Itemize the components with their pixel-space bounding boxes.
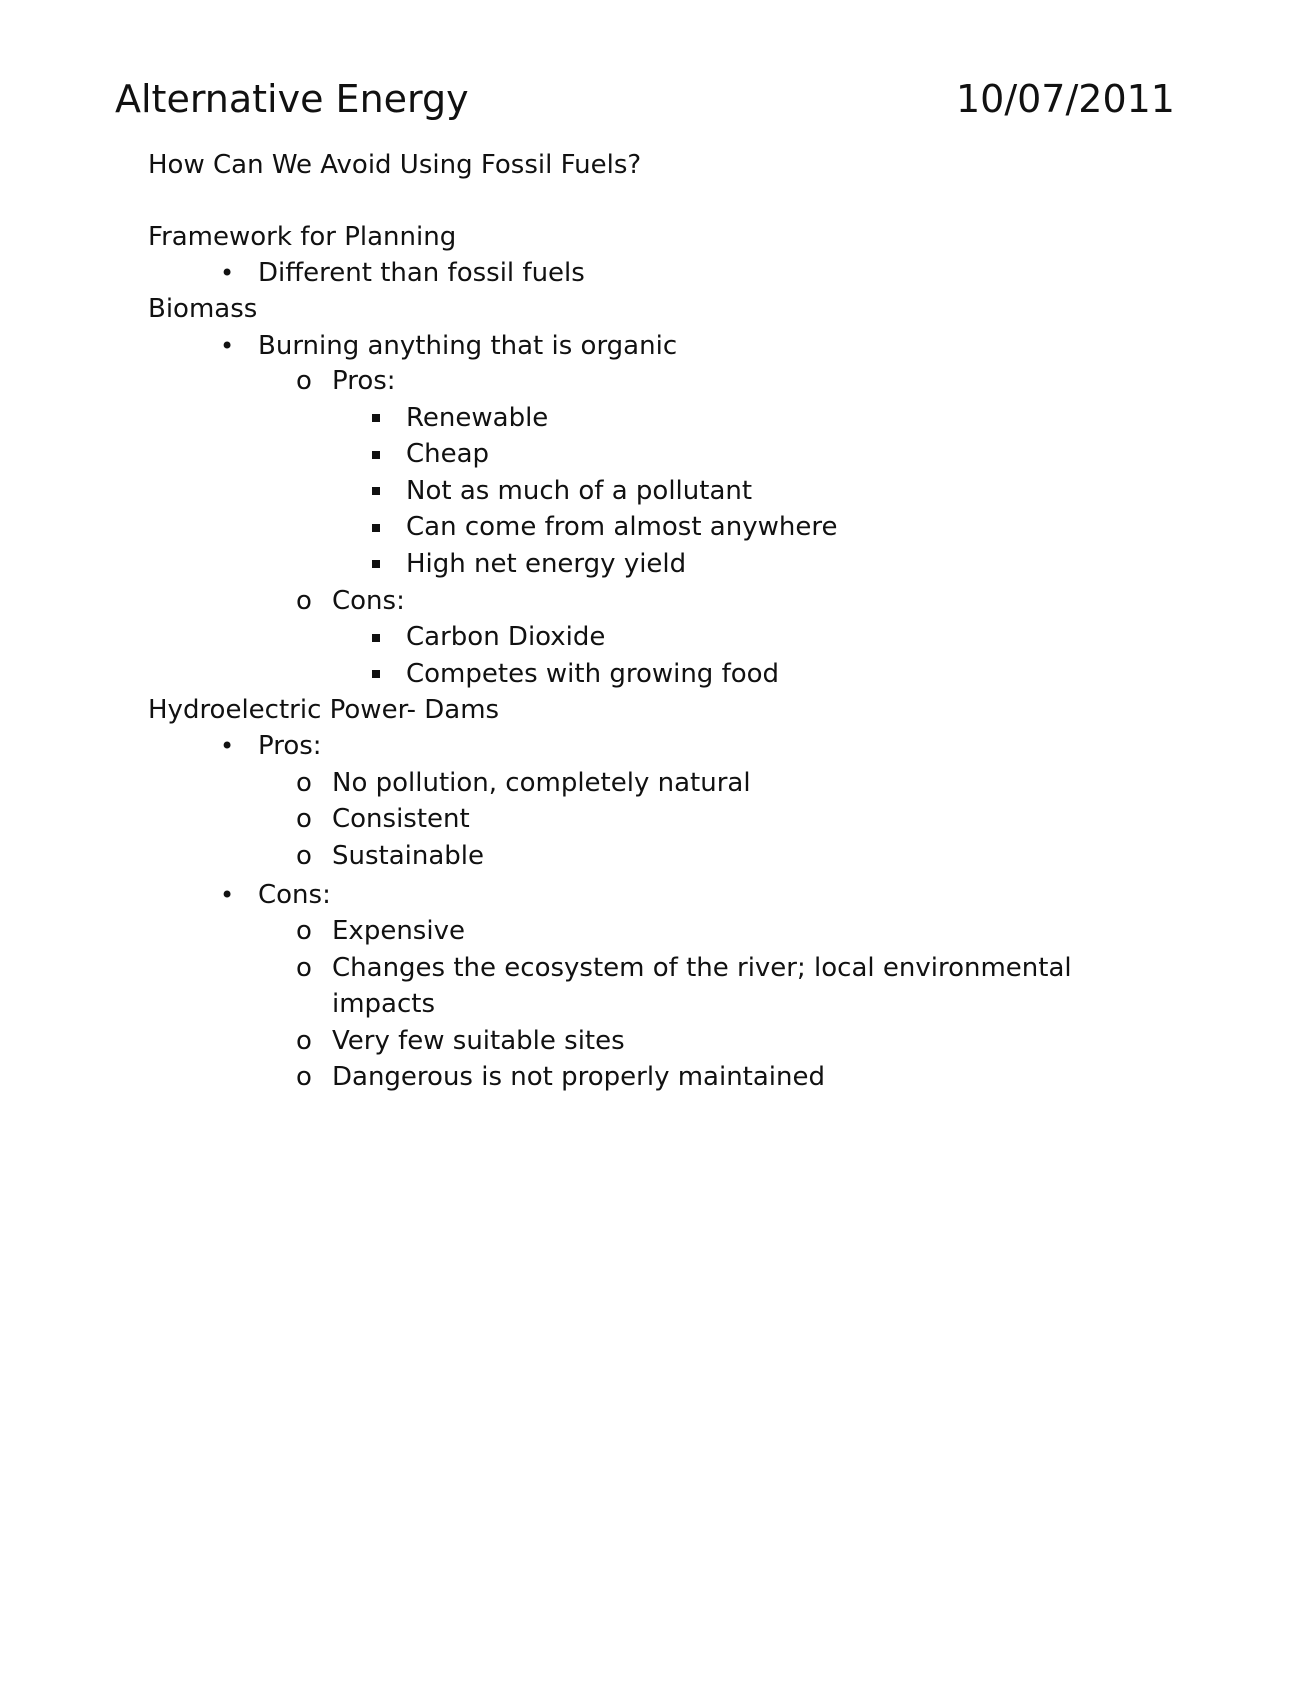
circle-marker: o <box>296 804 312 834</box>
hydro-con-item: Changes the ecosystem of the river; local environmental <box>332 953 1072 983</box>
bullet-marker: • <box>220 732 235 760</box>
page-date: 10/07/2011 <box>955 77 1175 121</box>
square-marker <box>372 670 380 678</box>
hydro-con-item: Expensive <box>332 916 465 946</box>
circle-marker: o <box>296 366 312 396</box>
square-marker <box>372 414 380 422</box>
framework-item: Different than fossil fuels <box>258 258 585 288</box>
biomass-cons-label: Cons: <box>332 586 405 616</box>
framework-heading: Framework for Planning <box>148 222 457 252</box>
hydro-pro-item: Sustainable <box>332 841 485 871</box>
square-marker <box>372 487 380 495</box>
bullet-marker: • <box>220 881 235 909</box>
hydro-con-item: Very few suitable sites <box>332 1026 625 1056</box>
biomass-pro-item: Can come from almost anywhere <box>406 512 838 542</box>
biomass-pro-item: Not as much of a pollutant <box>406 476 753 506</box>
bullet-marker: • <box>220 332 235 360</box>
hydro-pro-item: No pollution, completely natural <box>332 768 751 798</box>
biomass-con-item: Competes with growing food <box>406 659 780 689</box>
biomass-pro-item: Renewable <box>406 403 549 433</box>
square-marker <box>372 524 380 532</box>
square-marker <box>372 560 380 568</box>
square-marker <box>372 451 380 459</box>
circle-marker: o <box>296 1062 312 1092</box>
biomass-pro-item: High net energy yield <box>406 549 687 579</box>
biomass-heading: Biomass <box>148 294 258 324</box>
circle-marker: o <box>296 841 312 871</box>
hydro-pro-item: Consistent <box>332 804 470 834</box>
circle-marker: o <box>296 953 312 983</box>
circle-marker: o <box>296 1026 312 1056</box>
biomass-item: Burning anything that is organic <box>258 331 678 361</box>
hydro-cons-label: Cons: <box>258 880 331 910</box>
question-heading: How Can We Avoid Using Fossil Fuels? <box>148 150 642 180</box>
biomass-pros-label: Pros: <box>332 366 396 396</box>
circle-marker: o <box>296 768 312 798</box>
circle-marker: o <box>296 916 312 946</box>
circle-marker: o <box>296 586 312 616</box>
page-title: Alternative Energy <box>115 77 469 121</box>
bullet-marker: • <box>220 259 235 287</box>
biomass-con-item: Carbon Dioxide <box>406 622 606 652</box>
hydro-con-item-continuation: impacts <box>332 989 436 1019</box>
biomass-pro-item: Cheap <box>406 439 490 469</box>
hydro-pros-label: Pros: <box>258 731 322 761</box>
square-marker <box>372 634 380 642</box>
hydro-con-item: Dangerous is not properly maintained <box>332 1062 826 1092</box>
hydro-heading: Hydroelectric Power- Dams <box>148 695 500 725</box>
